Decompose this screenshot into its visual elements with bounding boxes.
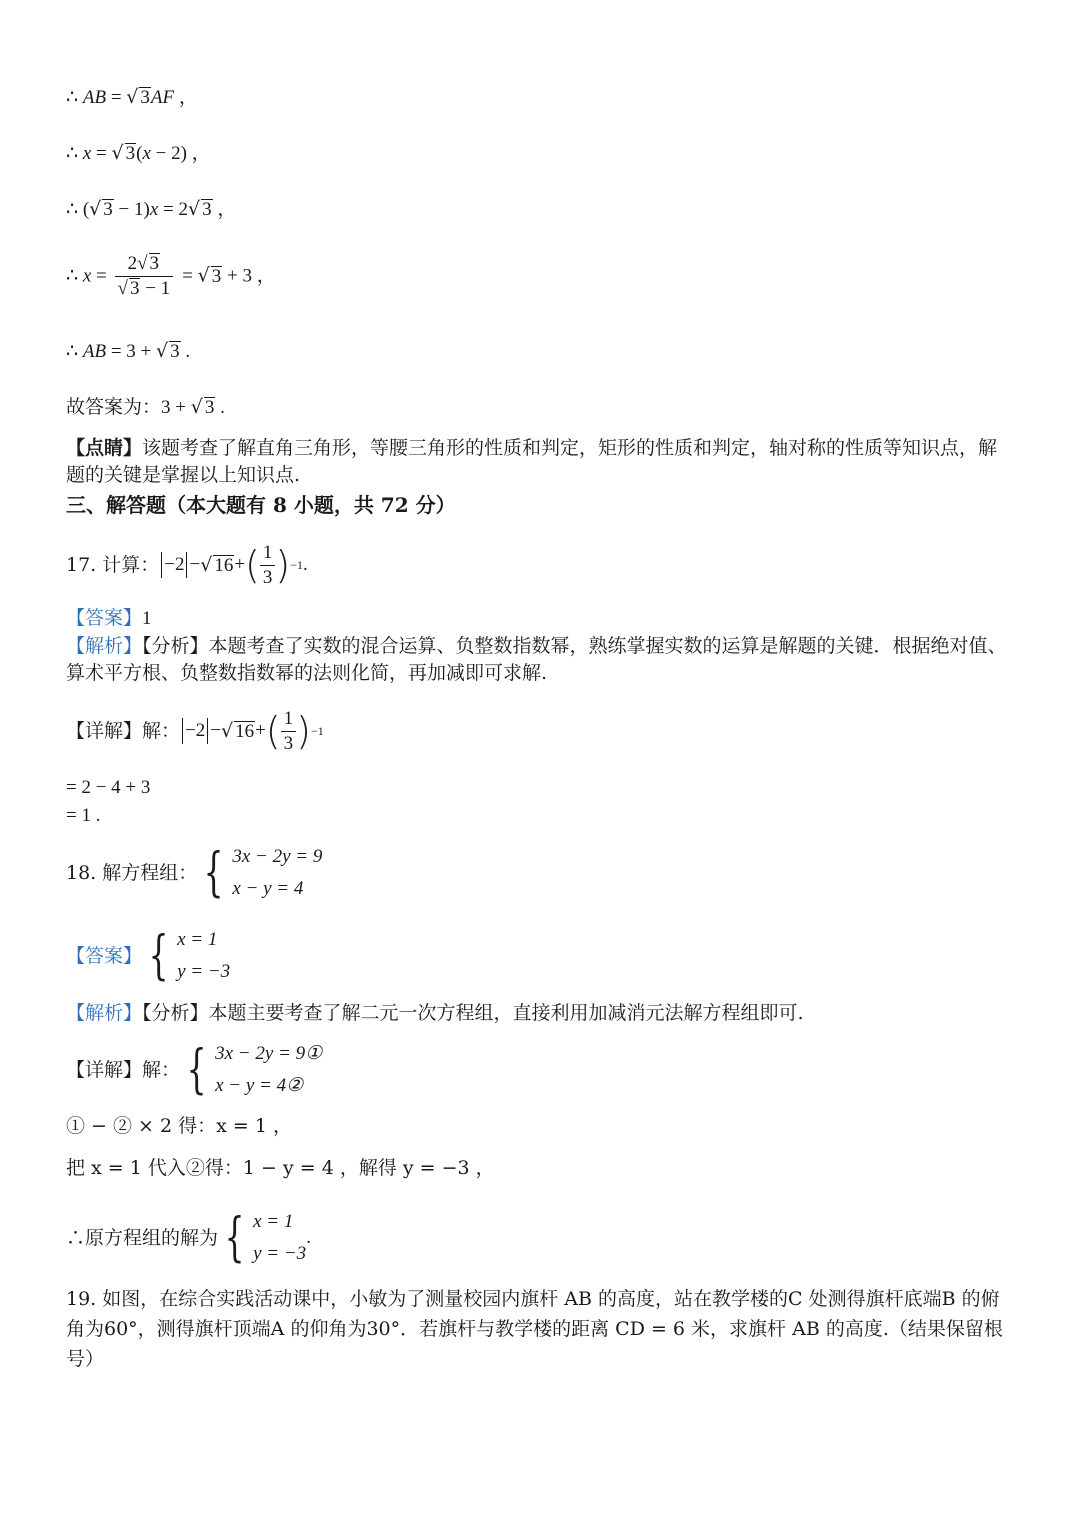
q18-step1: ① − ② × 2 得：x = 1 ， xyxy=(66,1115,292,1137)
step-collect-x: ∴ (√ 3 − 1)x = 2√ 3 ， xyxy=(66,198,237,220)
step-solve-x: ∴ x = $\frac{2√ 3}{√ 3 - 1}$ = √ 3 + 3 ， xyxy=(66,253,276,299)
question-17: 17. 计算： −2 − √ 16 + ( $\frac{1}{3}$ ) −1 . xyxy=(66,541,308,588)
final-answer: 故答案为：3 + √ 3 . xyxy=(66,396,225,418)
step-ab-equals-root3-af: ∴ AB = √ 3AF ， xyxy=(66,86,198,108)
step-x-equation: ∴ x = √ 3(x − 2) ， xyxy=(66,142,211,164)
dianjing-note: 【点睛】该题考查了解直角三角形，等腰三角形的性质和判定，矩形的性质和判定，轴对称的性质等知识点，解题的关键是掌握以上知识点. xyxy=(66,437,998,486)
question-19: 19. 如图，在综合实践活动课中，小敏为了测量校园内旗杆 AB 的高度，站在教学楼的C 处测得旗杆底端B 的俯角为60°，测得旗杆顶端A 的仰角为30°．若旗杆与教学楼的距离 CD = 6 米，求旗杆 AB 的高度.（结果保留根号） xyxy=(66,1288,1003,1370)
detail-system: { 3x − 2y = 9① x − y = 4② xyxy=(186,1040,323,1100)
q17-analysis: 【解析】【分析】本题考查了实数的混合运算、负整数指数幂，熟练掌握实数的运算是解题的关键．根据绝对值、算术平方根、负整数指数幂的法则化简，再加减即可求解. xyxy=(66,635,1007,684)
step-ab-result: ∴ AB = 3 + √ 3 . xyxy=(66,340,191,362)
q18-step2: 把 x = 1 代入②得：1 − y = 4 ，解得 y = −3 ， xyxy=(66,1157,495,1179)
section-heading: 三、解答题（本大题有 8 小题，共 72 分） xyxy=(66,493,456,517)
q17-step1: = 2 − 4 + 3 xyxy=(66,777,151,798)
q17-answer: 【答案】1 xyxy=(66,607,152,629)
answer-system: { x = 1 y = −3 xyxy=(148,926,231,986)
question-18: 18. 解方程组： { 3x − 2y = 9 x − y = 4 xyxy=(66,843,323,903)
q18-analysis: 【解析】【分析】本题主要考查了解二元一次方程组，直接利用加减消元法解方程组即可. xyxy=(66,1002,804,1024)
q18-detail: 【详解】解： { 3x − 2y = 9① x − y = 4② xyxy=(66,1040,323,1100)
q18-conclusion: ∴原方程组的解为 { x = 1 y = −3 . xyxy=(66,1208,311,1268)
equation-system: { 3x − 2y = 9 x − y = 4 xyxy=(203,843,323,903)
q17-step2: = 1 . xyxy=(66,805,101,826)
solution-system: { x = 1 y = −3 xyxy=(224,1208,307,1268)
q18-answer: 【答案】 { x = 1 y = −3 xyxy=(66,926,231,986)
q17-detail: 【详解】解： −2 − √ 16 + ( $\frac{1}{3}$ ) −1 xyxy=(66,707,324,754)
